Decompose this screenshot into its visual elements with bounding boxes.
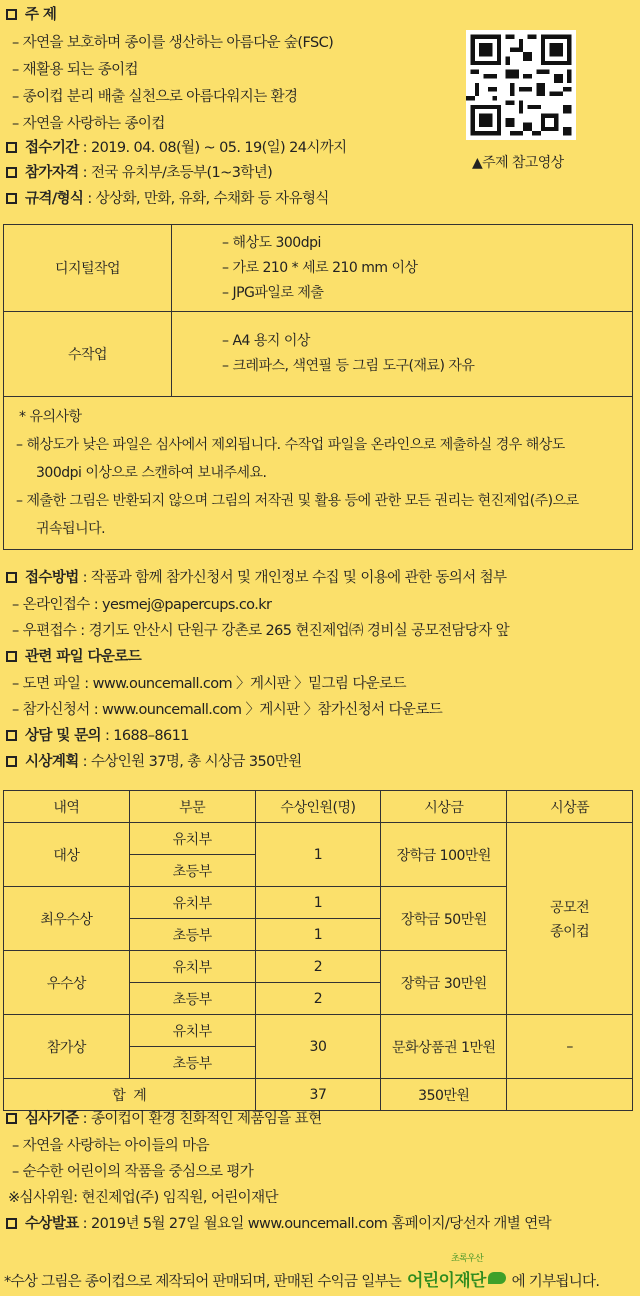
table-total-row bbox=[4, 1079, 633, 1111]
total-count: 37 bbox=[255, 1079, 381, 1111]
awards-table bbox=[3, 790, 633, 1111]
download-item[interactable]: – 참가신청서 : www.ouncemall.com 〉게시판 〉참가신청서 다운로드 bbox=[12, 702, 443, 718]
table-row bbox=[4, 823, 633, 855]
award-prize: 장학금 100만원 bbox=[381, 823, 507, 887]
bullet-square-icon bbox=[6, 730, 17, 741]
award-count: 2 bbox=[255, 951, 381, 983]
column-header: 부문 bbox=[129, 791, 255, 823]
contact-line: 상담 및 문의 : 1688–8611 bbox=[6, 724, 189, 745]
footer-text: 에 기부됩니다. bbox=[507, 1274, 600, 1290]
division: 초등부 bbox=[129, 919, 255, 951]
footer-note bbox=[4, 1254, 600, 1291]
judging-line: 심사기준 : 종이컵이 환경 친화적인 제품임을 표현 bbox=[6, 1107, 322, 1128]
table-row bbox=[4, 397, 633, 550]
division: 유치부 bbox=[129, 823, 255, 855]
topic-item: – 종이컵 분리 배출 실천으로 아름다워지는 환경 bbox=[12, 89, 298, 105]
award-count: 1 bbox=[255, 919, 381, 951]
column-header: 시상품 bbox=[507, 791, 633, 823]
judges-line: ※심사위원: 현진제업(주) 임직원, 어린이재단 bbox=[8, 1190, 278, 1206]
bullet-square-icon bbox=[6, 193, 17, 204]
submission-line: 접수방법 : 작품과 함께 참가신청서 및 개인정보 수집 및 이용에 관한 동의서 첨부 bbox=[6, 566, 506, 587]
division: 유치부 bbox=[129, 887, 255, 919]
submission-item: – 온라인접수 : yesmej@papercups.co.kr bbox=[12, 597, 272, 613]
table-row bbox=[4, 225, 633, 312]
award-name: 대상 bbox=[4, 823, 130, 887]
topic-item: – 재활용 되는 종이컵 bbox=[12, 62, 138, 78]
table-row bbox=[4, 1015, 633, 1047]
award-prize: 장학금 50만원 bbox=[381, 887, 507, 951]
qr-caption: ▲주제 참고영상 bbox=[472, 155, 564, 171]
column-header: 내역 bbox=[4, 791, 130, 823]
childfund-logo bbox=[407, 1254, 506, 1291]
bullet-square-icon bbox=[6, 142, 17, 153]
bullet-square-icon bbox=[6, 167, 17, 178]
award-count: 1 bbox=[255, 823, 381, 887]
award-count: 30 bbox=[255, 1015, 381, 1079]
submission-item: – 우편접수 : 경기도 안산시 단원구 강촌로 265 현진제업㈜ 경비실 공모전담당자 앞 bbox=[12, 623, 510, 639]
logo-text: 어린이재단 bbox=[407, 1271, 486, 1291]
topic-item: – 자연을 사랑하는 종이컵 bbox=[12, 116, 165, 132]
notes-cell bbox=[4, 397, 633, 550]
award-goods bbox=[507, 823, 633, 1015]
division: 유치부 bbox=[129, 1015, 255, 1047]
topic-item: – 자연을 보호하며 종이를 생산하는 아름다운 숲(FSC) bbox=[12, 35, 334, 51]
award-name: 우수상 bbox=[4, 951, 130, 1015]
bullet-square-icon bbox=[6, 1113, 17, 1124]
judging-item: – 순수한 어린이의 작품을 중심으로 평가 bbox=[12, 1164, 254, 1180]
spec-item: – 해상도 300dpi bbox=[222, 234, 321, 251]
table-row bbox=[4, 312, 633, 397]
umbrella-leaf-icon bbox=[488, 1272, 506, 1284]
table-header-row bbox=[4, 791, 633, 823]
bullet-square-icon bbox=[6, 572, 17, 583]
note-line: 300dpi 이상으로 스캔하여 보내주세요. bbox=[36, 465, 267, 481]
award-goods: – bbox=[507, 1015, 633, 1079]
goods-line: 종이컵 bbox=[550, 923, 590, 940]
division: 초등부 bbox=[129, 983, 255, 1015]
spec-values bbox=[172, 312, 633, 397]
column-header: 수상인원(명) bbox=[255, 791, 381, 823]
award-prize: 문화상품권 1만원 bbox=[381, 1015, 507, 1079]
note-line: 귀속됩니다. bbox=[36, 521, 106, 537]
judging-item: – 자연을 사랑하는 아이들의 마음 bbox=[12, 1138, 209, 1154]
award-count: 1 bbox=[255, 887, 381, 919]
goods-line: 공모전 bbox=[550, 899, 590, 916]
award-name: 최우수상 bbox=[4, 887, 130, 951]
footer-text: *수상 그림은 종이컵으로 제작되어 판매되며, 판매된 수익금 일부는 bbox=[4, 1274, 406, 1290]
spec-item: – JPG파일로 제출 bbox=[222, 284, 324, 301]
awards-plan-line: 시상계획 : 수상인원 37명, 총 시상금 350만원 bbox=[6, 750, 302, 771]
topic-heading: 주 제 bbox=[6, 3, 56, 24]
empty-cell bbox=[507, 1079, 633, 1111]
award-prize: 장학금 30만원 bbox=[381, 951, 507, 1015]
spec-item: – A4 용지 이상 bbox=[222, 333, 310, 349]
logo-subtext: 초록우산 bbox=[451, 1254, 484, 1264]
announcement-line: 수상발표 : 2019년 5월 27일 월요일 www.ouncemall.com 홈페이지/당선자 개별 연락 bbox=[6, 1212, 551, 1233]
note-line: – 제출한 그림은 반환되지 않으며 그림의 저작권 및 활용 등에 관한 모든 권리는 현진제업(주)으로 bbox=[16, 493, 579, 509]
format-line: 규격/형식 : 상상화, 만화, 유화, 수채화 등 자유형식 bbox=[6, 187, 329, 208]
eligibility-line: 참가자격 : 전국 유치부/초등부(1~3학년) bbox=[6, 161, 272, 182]
bullet-square-icon bbox=[6, 651, 17, 662]
spec-values bbox=[172, 225, 633, 312]
column-header: 시상금 bbox=[381, 791, 507, 823]
spec-label: 디지털작업 bbox=[4, 225, 172, 312]
bullet-square-icon bbox=[6, 9, 17, 20]
notes-title: * 유의사항 bbox=[19, 409, 82, 425]
qr-code-image[interactable] bbox=[466, 30, 576, 140]
downloads-heading: 관련 파일 다운로드 bbox=[6, 645, 141, 666]
division: 유치부 bbox=[129, 951, 255, 983]
period-line: 접수기간 : 2019. 04. 08(월) ~ 05. 19(일) 24시까지 bbox=[6, 136, 347, 157]
note-line: – 해상도가 낮은 파일은 심사에서 제외됩니다. 수작업 파일을 온라인으로 제출하실 경우 해상도 bbox=[16, 437, 565, 453]
division: 초등부 bbox=[129, 855, 255, 887]
spec-label: 수작업 bbox=[4, 312, 172, 397]
spec-item: – 가로 210 * 세로 210 mm 이상 bbox=[222, 259, 418, 276]
bullet-square-icon bbox=[6, 756, 17, 767]
spec-item: – 크레파스, 색연필 등 그림 도구(재료) 자유 bbox=[222, 358, 475, 374]
division: 초등부 bbox=[129, 1047, 255, 1079]
bullet-square-icon bbox=[6, 1218, 17, 1229]
total-prize: 350만원 bbox=[381, 1079, 507, 1111]
download-item[interactable]: – 도면 파일 : www.ouncemall.com 〉게시판 〉밑그림 다운로드 bbox=[12, 676, 406, 692]
award-name: 참가상 bbox=[4, 1015, 130, 1079]
spec-table bbox=[3, 224, 633, 550]
award-count: 2 bbox=[255, 983, 381, 1015]
total-label: 합 계 bbox=[4, 1079, 256, 1111]
